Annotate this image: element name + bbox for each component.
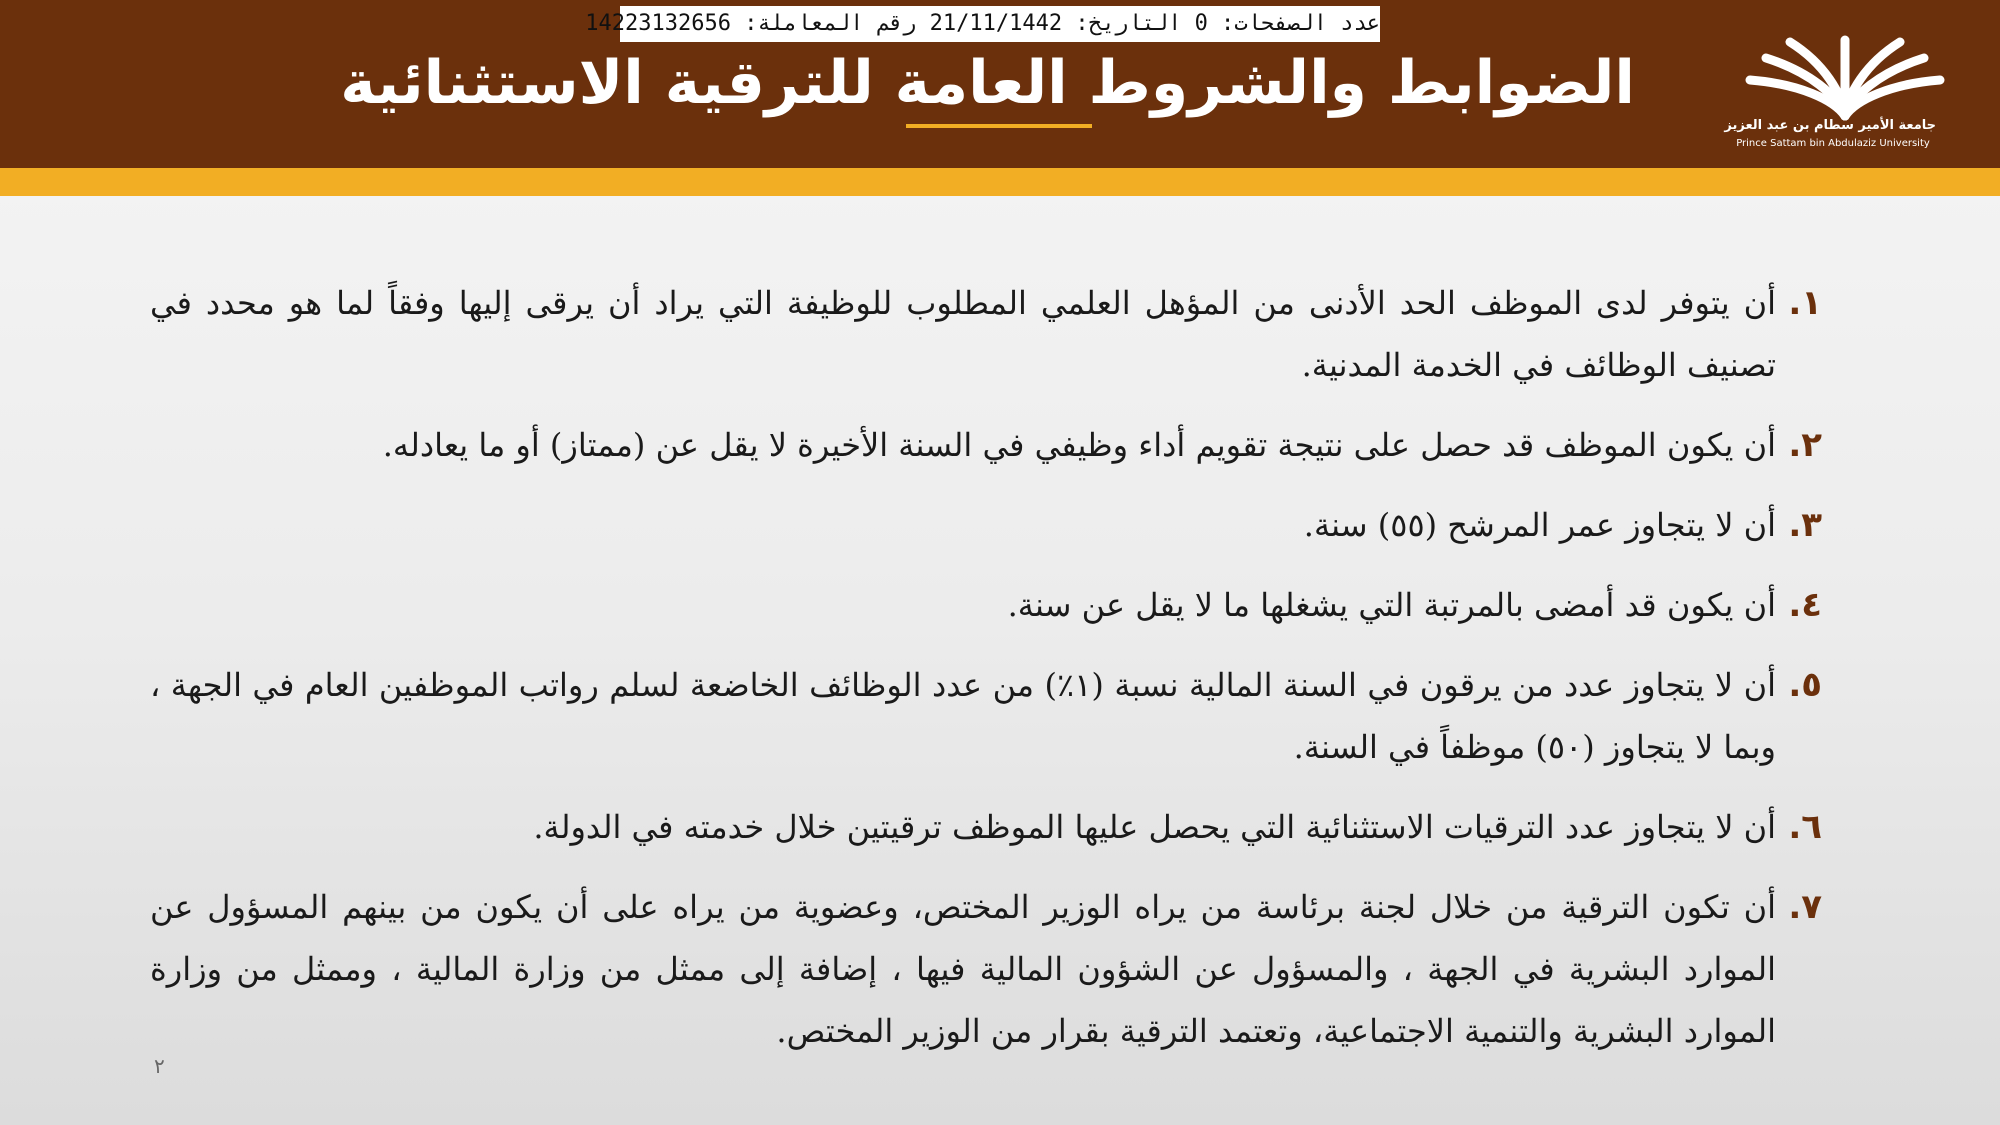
item-text: أن لا يتجاوز عدد من يرقون في السنة المالية نسبة (١٪) من عدد الوظائف الخاضعة لسلم رواتب الموظفين العام في الجهة ، وبما لا يتجاوز (٥٠) موظفاً في السنة.	[150, 666, 1777, 766]
item-number: ١.	[1788, 283, 1822, 323]
conditions-list	[150, 272, 1822, 1080]
item-text: أن لا يتجاوز عمر المرشح (٥٥) سنة.	[1303, 506, 1776, 544]
page-title: الضوابط والشروط العامة للترقية الاستثنائية	[340, 48, 1635, 118]
list-item	[150, 414, 1822, 476]
university-logo	[1724, 24, 1960, 154]
item-number: ٧.	[1788, 887, 1822, 927]
open-book-rays-logo-icon	[1730, 24, 1960, 124]
item-number: ٢.	[1788, 425, 1822, 465]
list-item	[150, 654, 1822, 778]
item-text: أن يتوفر لدى الموظف الحد الأدنى من المؤهل العلمي المطلوب للوظيفة التي يراد أن يرقى إليها وفقاً لما هو محدد في تصنيف الوظائف في الخدمة المدنية.	[150, 284, 1776, 384]
list-item	[150, 272, 1822, 396]
item-text: أن يكون قد أمضى بالمرتبة التي يشغلها ما لا يقل عن سنة.	[1007, 586, 1776, 624]
item-number: ٤.	[1788, 585, 1822, 625]
title-underline	[906, 124, 1092, 128]
item-number: ٣.	[1788, 505, 1822, 545]
page-number: ٢	[154, 1054, 165, 1078]
list-item	[150, 876, 1822, 1062]
logo-name-arabic: جامعة الأمير سطام بن عبد العزيز	[1724, 118, 1936, 133]
item-text: أن يكون الموظف قد حصل على نتيجة تقويم أداء وظيفي في السنة الأخيرة لا يقل عن (ممتاز) أو ما يعادله.	[382, 426, 1776, 464]
list-item	[150, 574, 1822, 636]
document-stamp: عدد الصفحات: 0 التاريخ: 21/11/1442 رقم المعاملة: 14223132656	[620, 6, 1380, 42]
item-text: أن تكون الترقية من خلال لجنة برئاسة من يراه الوزير المختص، وعضوية من يراه على أن يكون من بينهم المسؤول عن الموارد البشرية في الجهة ، والمسؤول عن الشؤون المالية فيها ، إضافة إلى ممثل من وزارة المالية ، وممثل من وزارة الموارد البشرية والتنمية الاجتماعية، وتعتمد الترقية بقرار من الوزير المختص.	[150, 888, 1777, 1050]
item-number: ٦.	[1788, 807, 1822, 847]
item-number: ٥.	[1788, 665, 1822, 705]
accent-band	[0, 168, 2000, 196]
list-item	[150, 494, 1822, 556]
item-text: أن لا يتجاوز عدد الترقيات الاستثنائية التي يحصل عليها الموظف ترقيتين خلال خدمته في الدولة.	[533, 808, 1776, 846]
list-item	[150, 796, 1822, 858]
logo-name-english: Prince Sattam bin Abdulaziz University	[1736, 138, 1930, 149]
